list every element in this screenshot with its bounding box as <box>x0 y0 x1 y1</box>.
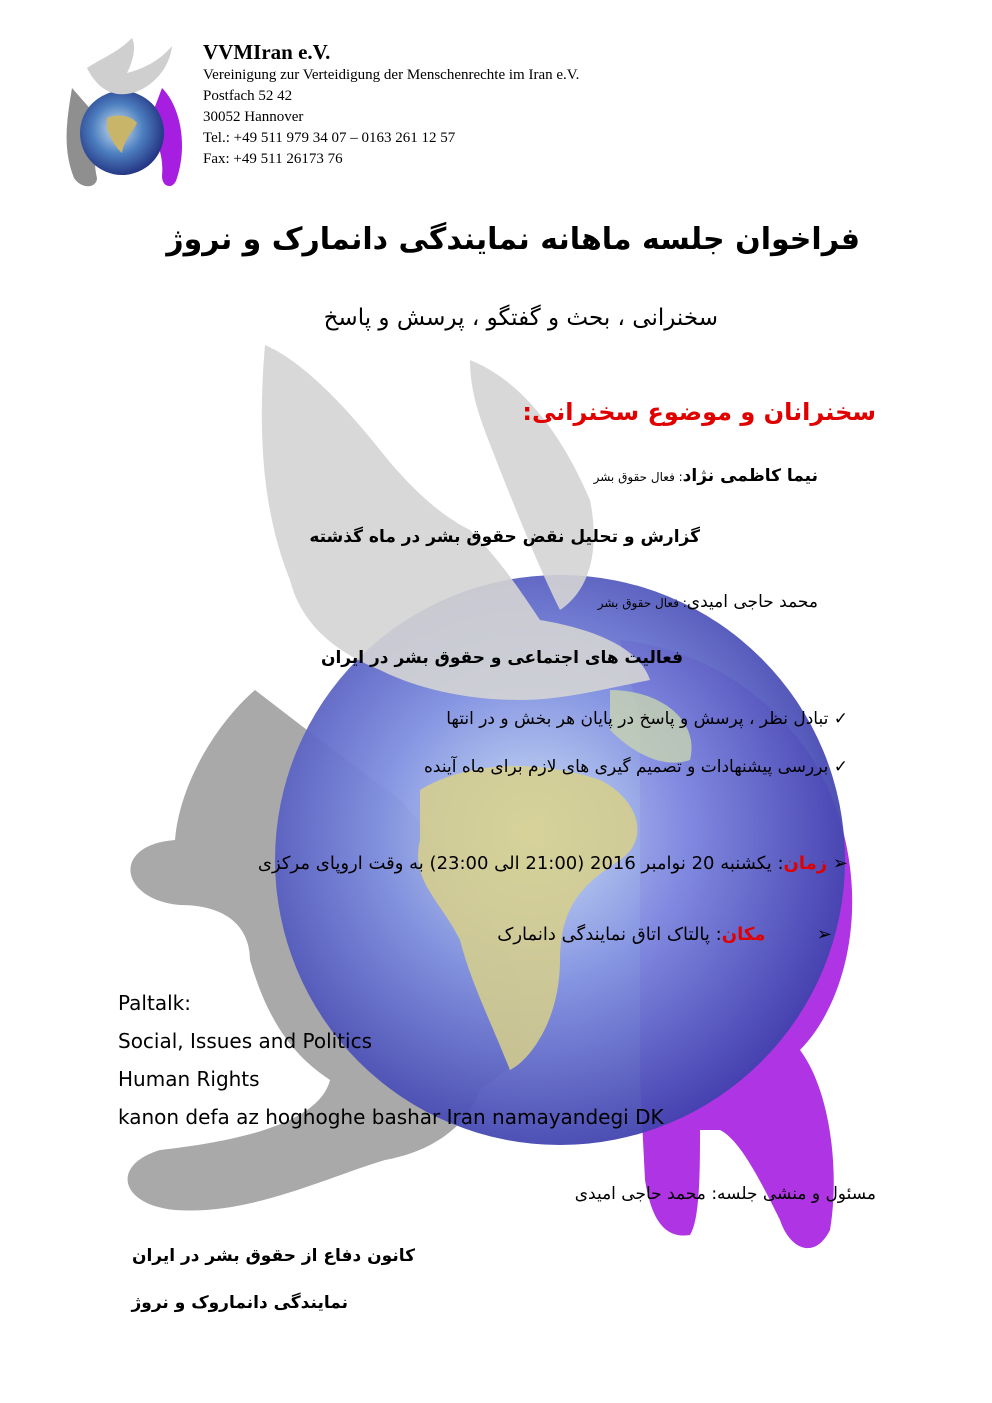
speaker-2-name: محمد حاجی امیدی <box>686 592 818 612</box>
org-city: 30052 Hannover <box>203 109 304 125</box>
speaker-1-name: نیما کاظمی نژاد <box>682 466 818 486</box>
speaker-2 <box>400 592 818 612</box>
speakers-heading: سخنرانان و موضوع سخنرانی: <box>522 398 876 426</box>
org-name: VVMIran e.V. <box>203 40 331 64</box>
org-full-name: Vereinigung zur Verteidigung der Menschenrechte im Iran e.V. <box>203 67 580 83</box>
speaker-1 <box>400 466 818 486</box>
place-label: مکان <box>721 924 766 945</box>
speaker-1-role: : فعال حقوق بشر <box>593 470 683 484</box>
topic-2: فعالیت های اجتماعی و حقوق بشر در ایران <box>320 648 683 668</box>
footer-branch: نمایندگی دانماروک و نروژ <box>131 1293 348 1313</box>
paltalk-info <box>118 984 818 1136</box>
meeting-place <box>420 924 832 945</box>
page-title: فراخوان جلسه ماهانه نمایندگی دانمارک و نروژ <box>166 222 860 257</box>
checklist-item-text: بررسی پیشنهادات و تصمیم گیری های لازم برای ماه آینده <box>424 757 829 777</box>
org-fax: Fax: +49 511 26173 76 <box>203 151 343 167</box>
arrow-icon: ➢ <box>832 853 848 874</box>
meeting-time <box>130 853 848 874</box>
page-subtitle: سخنرانی ، بحث و گفتگو ، پرسش و پاسخ <box>323 305 718 331</box>
paltalk-line: Social, Issues and Politics <box>118 1029 373 1053</box>
footer-org: کانون دفاع از حقوق بشر در ایران <box>131 1246 415 1266</box>
check-icon: ✓ <box>833 709 848 729</box>
paltalk-line: Human Rights <box>118 1067 260 1091</box>
speaker-2-role: : فعال حقوق بشر <box>597 596 687 610</box>
place-text: : پالتاک اتاق نمایندگی دانمارک <box>497 924 722 945</box>
checklist-item-text: تبادل نظر ، پرسش و پاسخ در پایان هر بخش و در انتها <box>446 709 829 729</box>
topic-1: گزارش و تحلیل نقض حقوق بشر در ماه گذشته <box>309 527 700 547</box>
time-label: زمان <box>783 853 828 874</box>
arrow-icon: ➢ <box>816 924 832 945</box>
checklist-item <box>300 709 848 729</box>
vvmiran-logo <box>52 28 192 198</box>
checklist-item <box>300 757 848 777</box>
check-icon: ✓ <box>833 757 848 777</box>
paltalk-line: kanon defa az hoghoghe bashar Iran namayandegi DK <box>118 1105 664 1129</box>
meeting-secretary: مسئول و منشی جلسه: محمد حاجی امیدی <box>574 1184 876 1204</box>
paltalk-line: Paltalk: <box>118 991 191 1015</box>
org-postbox: Postfach 52 42 <box>203 88 293 104</box>
org-header <box>203 40 723 170</box>
org-phone: Tel.: +49 511 979 34 07 – 0163 261 12 57 <box>203 130 456 146</box>
time-text: : یکشنبه 20 نوامبر 2016 (21:00 الی 23:00) به وقت اروپای مرکزی <box>257 853 784 874</box>
